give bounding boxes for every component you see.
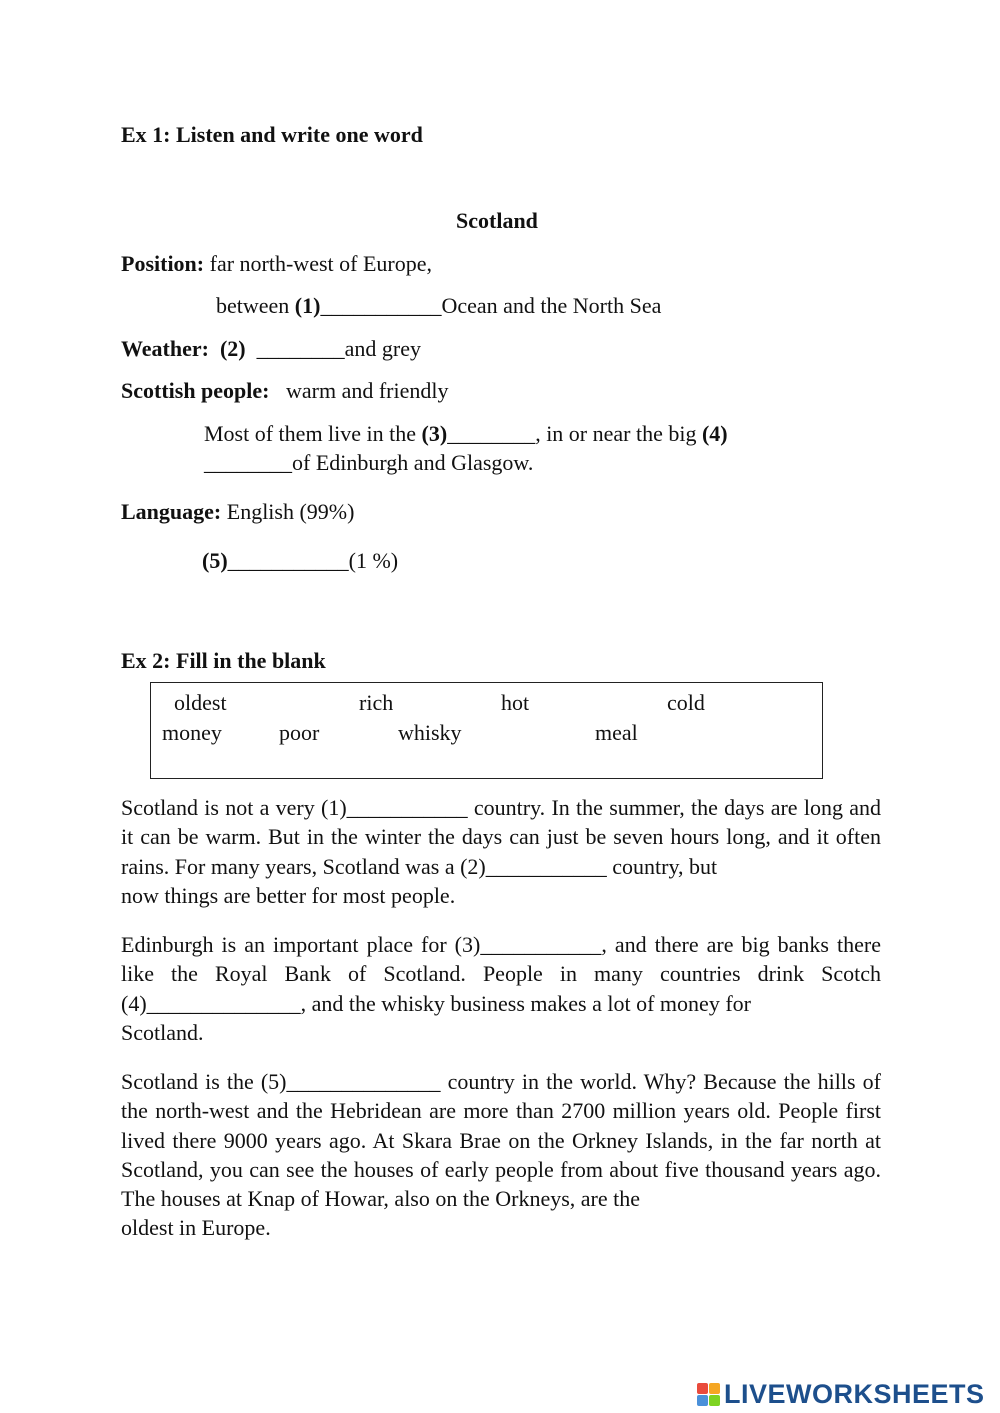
ex1-heading: Ex 1: Listen and write one word — [121, 122, 423, 147]
logo-square-1 — [697, 1383, 708, 1394]
between-line: between (1)___________Ocean and the North Sea — [216, 293, 662, 318]
blank-number-5: (5) — [202, 548, 228, 573]
ex2-heading: Ex 2: Fill in the blank — [121, 648, 326, 673]
people-line — [121, 378, 449, 404]
logo-square-3 — [697, 1395, 708, 1406]
weather-label: Weather: (2) — [121, 336, 246, 361]
word-rich: rich — [359, 690, 394, 715]
liveworksheets-logo — [697, 1376, 985, 1412]
word-whisky: whisky — [398, 720, 462, 745]
position-text: far north-west of Europe, — [204, 251, 432, 276]
paragraph-2: Edinburgh is an important place for (3)___________, and there are big banks there like the Royal Bank of Scotland. People in many countries drink Scotch (4)______________, and the whisky business makes a lot of money for Scotland. — [121, 932, 881, 1045]
blank-number-3: (3) — [421, 421, 448, 446]
word-poor: poor — [279, 720, 320, 745]
position-line — [121, 251, 432, 277]
word-hot: hot — [501, 690, 530, 715]
language-line — [121, 499, 354, 525]
weather-line — [121, 336, 421, 362]
word-cold: cold — [667, 690, 705, 715]
people-text: warm and friendly — [269, 378, 449, 403]
word-meal: meal — [595, 720, 638, 745]
blank-number-4: (4) — [701, 421, 728, 446]
logo-square-2 — [709, 1383, 720, 1394]
blank-1[interactable]: ___________Ocean and the North Sea — [320, 293, 662, 318]
people-label: Scottish people: — [121, 378, 270, 403]
blank-3[interactable]: ________, in or near the big — [447, 421, 702, 446]
word-money: money — [162, 720, 222, 745]
most-line-1: Most of them live in the (3)________, in or near the big (4) — [204, 421, 728, 446]
logo-text: LIVEWORKSHEETS — [724, 1378, 985, 1409]
word-bank — [150, 682, 823, 779]
language-text: English (99%) — [221, 499, 355, 524]
word-oldest: oldest — [174, 690, 227, 715]
blank-2[interactable]: ________and grey — [245, 336, 421, 361]
blank-number-1: (1) — [294, 293, 321, 318]
logo-grid-icon — [697, 1383, 720, 1406]
passage-title: Scotland — [456, 208, 538, 233]
blank-5[interactable]: ___________(1 %) — [227, 548, 399, 573]
language-5-line — [202, 548, 398, 574]
blank-4[interactable]: ________of Edinburgh and Glasgow. — [204, 450, 534, 475]
paragraph-1: Scotland is not a very (1)___________ country. In the summer, the days are long and it can be warm. But in the winter the days can just be seven hours long, and it often rains. For many years, Scotland was a (2)___________ country, but now things are better for most people. — [121, 795, 881, 908]
language-label: Language: — [121, 499, 222, 524]
position-label: Position: — [121, 251, 205, 276]
logo-square-4 — [709, 1395, 720, 1406]
paragraph-3: Scotland is the (5)______________ country in the world. Why? Because the hills of the north-west and the Hebridean are more than 2700 million years old. People first lived there 9000 years ago. At Skara Brae on the Orkney Islands, in the far north at Scotland, you can see the houses of early people from about five thousand years ago. The houses at Knap of Howar, also on the Orkneys, are the oldest in Europe. — [121, 1069, 881, 1241]
most-line-2 — [204, 450, 533, 476]
